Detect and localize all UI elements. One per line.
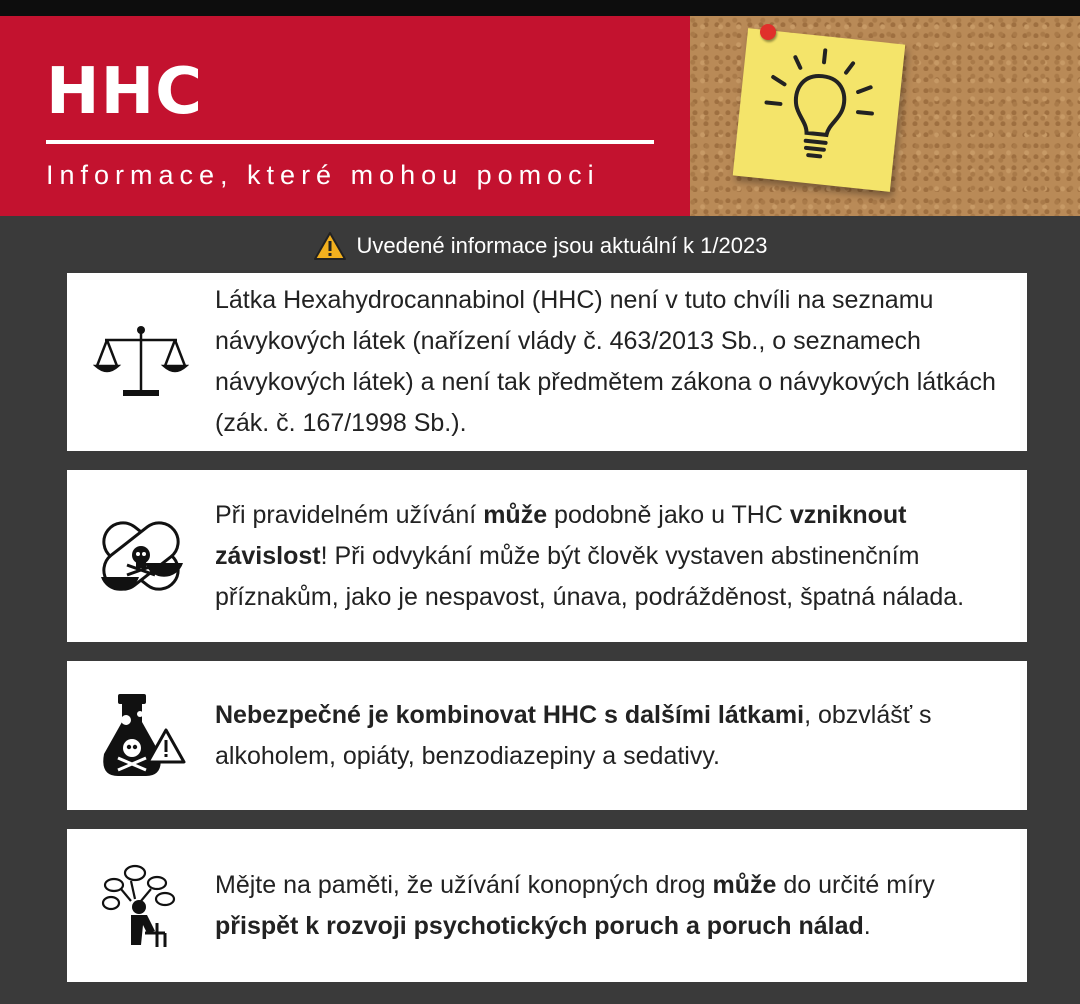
text-segment: Při pravidelném užívání [215, 500, 484, 529]
pills-skull-icon [93, 511, 189, 601]
page-subtitle: Informace, které mohou pomoci [46, 160, 600, 190]
notice-text: Uvedené informace jsou aktuální k 1/2023 [356, 233, 768, 258]
scales-icon [93, 322, 189, 402]
header-red-panel [0, 16, 690, 216]
text-emphasis: může [483, 500, 548, 529]
text-segment: , obzvlášť s alkoholem, opiáty, benzodiazepiny a sedativy. [215, 700, 932, 770]
text-emphasis: vzniknout závislost [215, 500, 907, 570]
text-segment: podobně jako u THC [547, 500, 790, 529]
page-title: HHC [46, 55, 204, 129]
corkboard-image [690, 16, 1080, 216]
push-pin-icon [760, 24, 776, 40]
text-segment: Mějte na paměti, že užívání konopných drog [215, 870, 713, 899]
text-segment: . [863, 911, 871, 940]
card-text [215, 865, 1027, 947]
info-card-combination [67, 661, 1027, 810]
info-card-addiction [67, 470, 1027, 642]
header-banner [0, 16, 1080, 216]
poison-flask-icon [96, 692, 186, 780]
lightbulb-icon [733, 28, 906, 192]
card-text [215, 695, 1027, 777]
top-bar [0, 0, 1080, 16]
info-card-legal [67, 273, 1027, 451]
text-emphasis: může [712, 870, 777, 899]
text-emphasis: přispět k rozvoji psychotických poruch a poruch nálad [215, 911, 864, 940]
warning-icon [313, 231, 347, 261]
info-card-psychosis [67, 829, 1027, 982]
sticky-note [733, 28, 906, 192]
card-text [215, 495, 1027, 618]
text-emphasis: Nebezpečné je kombinovat HHC s dalšími látkami [215, 700, 805, 729]
title-divider [46, 140, 654, 144]
card-text: Látka Hexahydrocannabinol (HHC) není v tuto chvíli na seznamu návykových látek (nařízení vlády č. 463/2013 Sb., o seznamech návykových látek) a není tak předmětem zákona o návykových látkách (zák. č. 167/1998 Sb.). [215, 286, 996, 437]
thinking-person-icon [101, 863, 181, 949]
notice-bar [0, 228, 1080, 264]
text-segment: do určité míry [776, 870, 935, 899]
text-segment: ! Při odvykání může být člověk vystaven abstinenčním příznakům, jako je nespavost, únava, podrážděnost, špatná nálada. [215, 541, 965, 611]
